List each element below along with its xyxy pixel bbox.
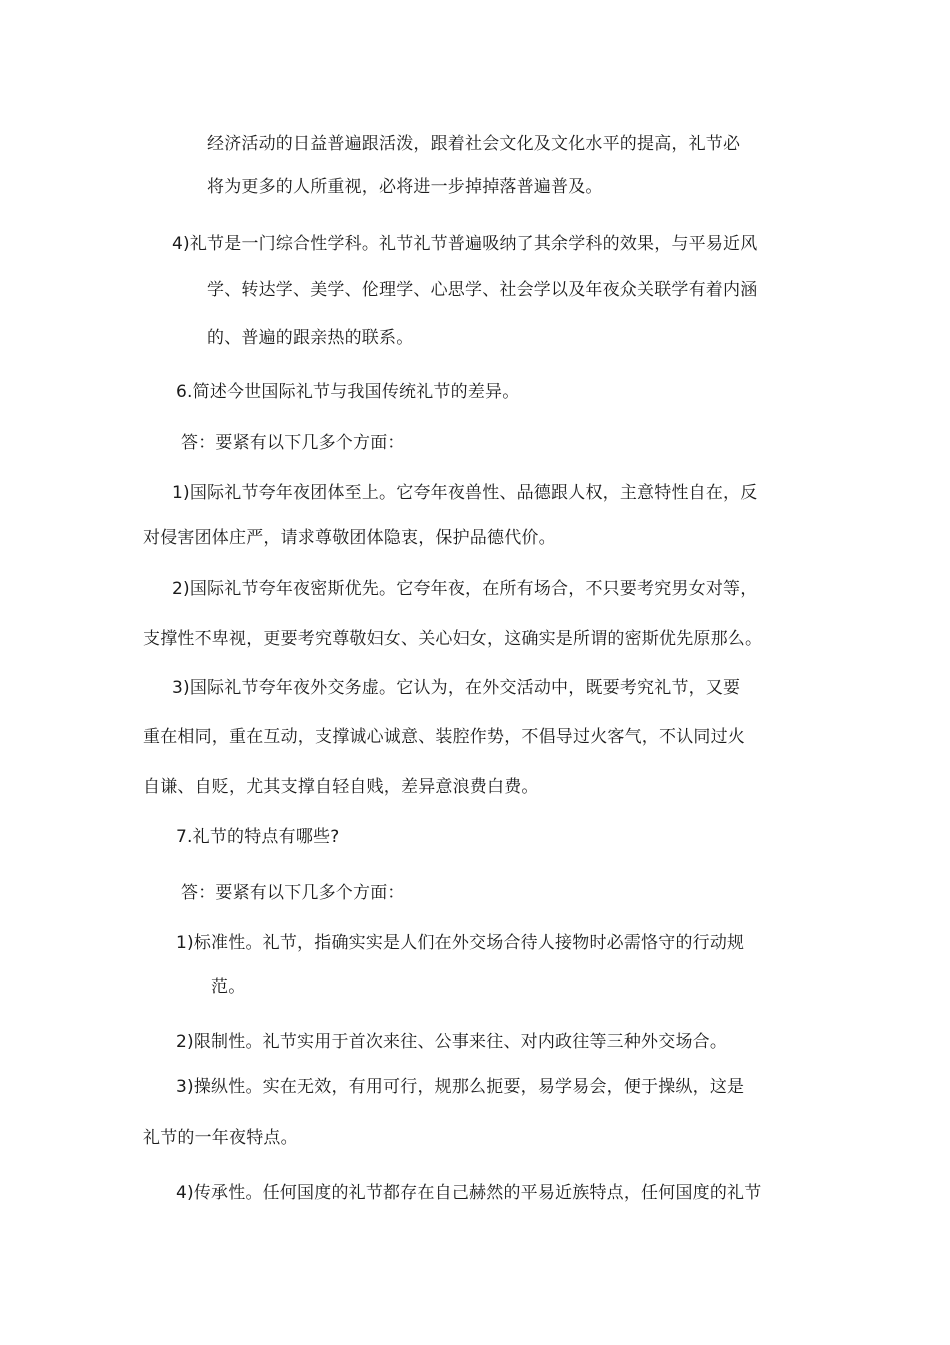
- text-line: 将为更多的人所重视，必将进一步掉掉落普遍普及。: [207, 177, 603, 197]
- text-line: 自谦、自贬，尤其支撑自轻自贱，差异意浪费白费。: [143, 777, 539, 797]
- question-heading: 6.简述今世国际礼节与我国传统礼节的差异。: [176, 382, 520, 402]
- text-line: 3)操纵性。实在无效，有用可行，规那么扼要，易学易会，便于操纵，这是: [176, 1077, 745, 1097]
- text-line: 对侵害团体庄严，请求尊敬团体隐衷，保护品德代价。: [143, 528, 556, 548]
- text-line: 礼节的一年夜特点。: [143, 1128, 298, 1148]
- answer-intro: 答：要紧有以下几多个方面：: [181, 433, 405, 453]
- question-heading: 7.礼节的特点有哪些?: [176, 827, 340, 847]
- text-line: 3)国际礼节夸年夜外交务虚。它认为，在外交活动中，既要考究礼节，又要: [172, 678, 741, 698]
- text-line: 1)标准性。礼节，指确实实是人们在外交场合待人接物时必需恪守的行动规: [176, 933, 745, 953]
- text-line: 支撑性不卑视，更要考究尊敬妇女、关心妇女，这确实是所谓的密斯优先原那么。: [143, 629, 763, 649]
- text-line: 重在相同，重在互动，支撑诚心诚意、装腔作势，不倡导过火客气，不认同过火: [143, 727, 745, 747]
- text-line: 的、普遍的跟亲热的联系。: [207, 328, 414, 348]
- text-line: 1)国际礼节夸年夜团体至上。它夸年夜兽性、品德跟人权，主意特性自在，反: [172, 483, 758, 503]
- text-line: 经济活动的日益普遍跟活泼，跟着社会文化及文化水平的提高，礼节必: [207, 134, 741, 154]
- text-line: 范。: [211, 977, 246, 997]
- text-line: 2)国际礼节夸年夜密斯优先。它夸年夜，在所有场合，不只要考究男女对等，: [172, 579, 758, 599]
- text-line: 2)限制性。礼节实用于首次来往、公事来往、对内政往等三种外交场合。: [176, 1032, 728, 1052]
- text-line: 4)传承性。任何国度的礼节都存在自己赫然的平易近族特点，任何国度的礼节: [176, 1183, 762, 1203]
- answer-intro: 答：要紧有以下几多个方面：: [181, 883, 405, 903]
- text-line: 4)礼节是一门综合性学科。礼节礼节普遍吸纳了其余学科的效果，与平易近风: [172, 234, 758, 254]
- text-line: 学、转达学、美学、伦理学、心思学、社会学以及年夜众关联学有着内涵: [207, 280, 758, 300]
